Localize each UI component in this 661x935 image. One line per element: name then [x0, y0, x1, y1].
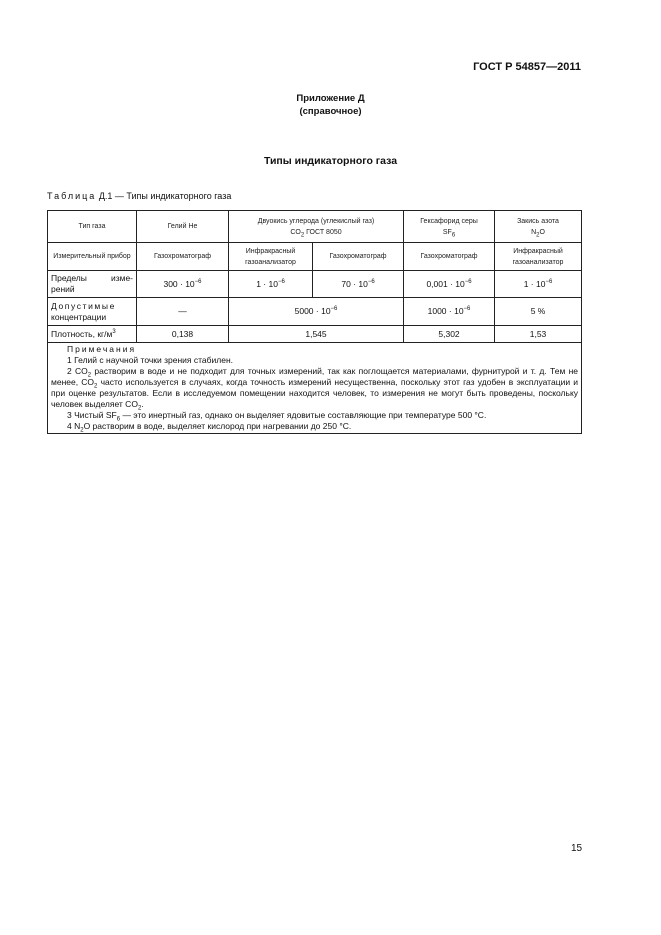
instrument-sf6: Газохроматограф	[404, 243, 495, 271]
notes-heading: Примечания	[67, 344, 137, 354]
header-sf6-formula: $SF_6$	[442, 228, 456, 238]
header-helium: Гелий He	[137, 211, 229, 243]
table-caption-label: Таблица	[47, 191, 97, 201]
limits-sf6: $0,001 \cdot 10^{-6}$	[404, 271, 495, 298]
density-n2o: 1,53	[495, 326, 582, 343]
note-4: 4 $N_2O$ растворим в воде, выделяет кислород при нагревании до 250 °C.	[67, 421, 352, 434]
table-row-limits	[48, 271, 582, 298]
table-row-density	[48, 326, 582, 343]
note-2: 2 $CO_2$ растворим в воде и не подходит для точных измерений, так как поглощается материалами, фурнитурой и т. д. Тем не менее, $CO_2$ часто используется в случаях, когда точность измерений несущественна, поскольку этот газ удобен в эксплуатации и при оценке результатов. Если в исследуемом помещении находится человек, то измерения не могут быть проведены, поскольку человек выделяет $CO_2$.	[51, 366, 579, 412]
table-header-row	[48, 211, 582, 243]
appendix-heading	[0, 92, 661, 118]
instrument-n2o: Инфракрасный газоанализатор	[495, 243, 582, 271]
gas-types-table	[47, 210, 582, 434]
density-co2: 1,545	[229, 326, 404, 343]
standard-number: ГОСТ Р 54857—2011	[473, 61, 581, 73]
limits-label: Пределы изме- рений	[48, 271, 137, 298]
limits-co2-gc: $70 \cdot 10^{-6}$	[313, 271, 404, 298]
table-row-notes	[48, 343, 582, 434]
table-caption-text: Д.1 — Типы индикаторного газа	[98, 191, 232, 201]
instrument-helium: Газохроматограф	[137, 243, 229, 271]
header-n2o	[495, 211, 582, 243]
instrument-co2-gc: Газохроматограф	[313, 243, 404, 271]
allowed-n2o: 5 %	[495, 298, 582, 326]
table-caption	[47, 191, 231, 201]
header-sf6-name: Гексафорид серы	[420, 217, 478, 225]
notes-cell	[48, 343, 582, 434]
density-label: Плотность, $кг/м^3$	[48, 326, 137, 343]
density-sf6: 5,302	[404, 326, 495, 343]
density-helium: 0,138	[137, 326, 229, 343]
allowed-helium: —	[137, 298, 229, 326]
header-n2o-formula: $N_2O$	[531, 228, 545, 238]
instrument-label: Измерительный прибор	[48, 243, 137, 271]
appendix-title: Приложение Д	[296, 93, 365, 104]
header-sf6	[404, 211, 495, 243]
header-gas-type: Тип газа	[48, 211, 137, 243]
allowed-label: Допустимые концентрации	[48, 298, 137, 326]
limits-co2-ir: $1 \cdot 10^{-6}$	[229, 271, 313, 298]
instrument-co2-ir: Инфракрасный газоанализатор	[229, 243, 313, 271]
header-n2o-name: Закись азота	[517, 217, 559, 225]
allowed-sf6: $1000 \cdot 10^{-6}$	[404, 298, 495, 326]
header-co2-formula: $CO_2$ ГОСТ 8050	[290, 228, 342, 238]
allowed-co2: $5000 \cdot 10^{-6}$	[229, 298, 404, 326]
limits-helium: $300 \cdot 10^{-6}$	[137, 271, 229, 298]
table-row-allowed	[48, 298, 582, 326]
limits-n2o: $1 \cdot 10^{-6}$	[495, 271, 582, 298]
table-row-instruments	[48, 243, 582, 271]
page-number: 15	[571, 843, 583, 854]
note-1: 1 Гелий с научной точки зрения стабилен.	[67, 355, 234, 365]
note-3: 3 Чистый $SF_6$ — это инертный газ, однако он выделяет ядовитые составляющие при температуре 500 °C.	[67, 410, 487, 423]
header-co2	[229, 211, 404, 243]
section-title: Типы индикаторного газа	[263, 155, 398, 167]
header-co2-name: Двуокись углерода (углекислый газ)	[257, 217, 375, 225]
appendix-subtitle: (справочное)	[299, 106, 362, 117]
